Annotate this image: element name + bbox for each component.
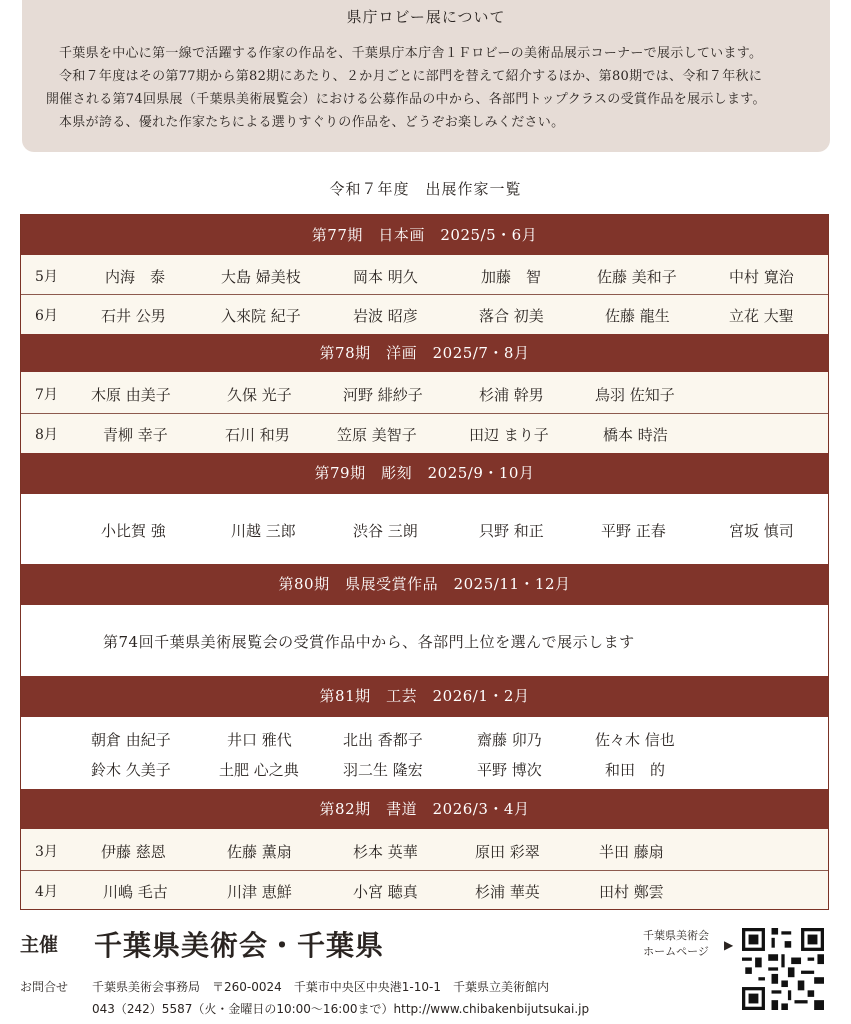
- period-note: 第74回千葉県美術展覧会の受賞作品中から、各部門上位を選んで展示します: [103, 633, 635, 651]
- host-label: 主催: [20, 934, 59, 956]
- artist-name: 伊藤 慈恩: [101, 843, 166, 861]
- intro-panel: [22, 0, 830, 152]
- period-header: 第77期 日本画 2025/5・6月: [21, 215, 828, 255]
- artist-list-title: 令和７年度 出展作家一覧: [329, 180, 522, 198]
- row-month: 5月: [35, 269, 58, 285]
- homepage-label: [626, 928, 726, 960]
- artist-name: 加藤 智: [481, 268, 542, 286]
- artist-name: 小宮 聴真: [353, 883, 418, 901]
- artist-name: 内海 泰: [105, 268, 166, 286]
- artist-name: 中村 寛治: [729, 268, 794, 286]
- artist-name: 川嶋 毛古: [103, 883, 168, 901]
- artist-name: 北出 香都子: [343, 731, 423, 749]
- period-header: 第82期 書道 2026/3・4月: [21, 789, 828, 829]
- artist-name: 佐藤 美和子: [597, 268, 677, 286]
- artist-name: 岩波 昭彦: [353, 307, 418, 325]
- artist-name: 立花 大聖: [729, 307, 794, 325]
- artist-name: 佐藤 龍生: [605, 307, 670, 325]
- artist-name: 笠原 美智子: [337, 426, 417, 444]
- artist-name: 田村 鄭雲: [599, 883, 664, 901]
- artist-name: 鈴木 久美子: [91, 761, 171, 779]
- intro-paragraph: 開催される第74回県展（千葉県美術展覧会）における公募作品の中から、各部門トップクラスの受賞作品を展示します。: [46, 92, 766, 107]
- artist-name: 石川 和男: [225, 426, 290, 444]
- homepage-label-line: 千葉県美術会: [643, 929, 709, 942]
- contact-office: 千葉県美術会事務局 〒260-0024 千葉市中央区中央港1-10-1 千葉県立美術館内: [92, 980, 549, 994]
- footer: [20, 920, 831, 1020]
- artist-name: 原田 彩翠: [475, 843, 540, 861]
- artist-name: 落合 初美: [479, 307, 544, 325]
- artist-name: 佐藤 薫扇: [227, 843, 292, 861]
- artist-name: 佐々木 信也: [595, 731, 675, 749]
- host-name: 千葉県美術会・千葉県: [94, 929, 385, 962]
- row-month: 8月: [35, 427, 58, 443]
- period-header: 第79期 彫刻 2025/9・10月: [21, 453, 828, 494]
- intro-body: [46, 42, 826, 134]
- artist-name: 橋本 時浩: [603, 426, 668, 444]
- intro-paragraph: 千葉県を中心に第一線で活躍する作家の作品を、千葉県庁本庁舎１Ｆロビーの美術品展示コーナーで展示しています。: [59, 46, 763, 61]
- artist-name: 只野 和正: [479, 522, 544, 540]
- artist-name: 羽二生 隆宏: [343, 761, 423, 779]
- artist-name: 平野 博次: [477, 761, 542, 779]
- period-header: 第80期 県展受賞作品 2025/11・12月: [21, 564, 828, 605]
- artist-name: 石井 公男: [101, 307, 166, 325]
- qr-code-icon[interactable]: [742, 928, 824, 1010]
- triangle-right-icon: ▶: [724, 938, 734, 952]
- artist-name: 渋谷 三朗: [353, 522, 418, 540]
- table-row: [21, 295, 828, 334]
- row-month: 3月: [35, 844, 58, 860]
- table-row: [21, 829, 828, 871]
- artist-name: 朝倉 由紀子: [91, 731, 171, 749]
- artist-name: 大島 婦美枝: [221, 268, 301, 286]
- artist-name: 杉浦 幹男: [479, 386, 544, 404]
- homepage-label-line: ホームページ: [643, 945, 709, 958]
- table-row: [21, 414, 828, 453]
- period-header: 第78期 洋画 2025/7・8月: [21, 334, 828, 372]
- table-row: [21, 871, 828, 909]
- artist-name: 鳥羽 佐知子: [595, 386, 675, 404]
- artist-name: 入來院 紀子: [221, 307, 301, 325]
- artist-name: 平野 正春: [601, 522, 666, 540]
- table-row: [21, 605, 828, 676]
- row-month: 6月: [35, 308, 58, 324]
- artist-table: [20, 214, 829, 910]
- artist-name: 杉本 英華: [353, 843, 418, 861]
- row-month: 7月: [35, 387, 58, 403]
- table-row: [21, 717, 828, 789]
- artist-name: 川越 三郎: [231, 522, 296, 540]
- table-row: [21, 372, 828, 414]
- table-row: [21, 255, 828, 295]
- artist-name: 河野 緋紗子: [343, 386, 423, 404]
- artist-name: 土肥 心之典: [219, 761, 299, 779]
- period-header: 第81期 工芸 2026/1・2月: [21, 676, 828, 717]
- artist-name: 井口 雅代: [227, 731, 292, 749]
- artist-name: 宮坂 慎司: [729, 522, 794, 540]
- artist-name: 青柳 幸子: [103, 426, 168, 444]
- intro-title: 県庁ロビー展について: [346, 8, 506, 26]
- artist-name: 田辺 まり子: [469, 426, 549, 444]
- artist-name: 半田 藤扇: [599, 843, 664, 861]
- artist-name: 川津 恵鮮: [227, 883, 292, 901]
- artist-name: 小比賀 強: [101, 522, 166, 540]
- artist-name: 岡本 明久: [353, 268, 418, 286]
- intro-paragraph: 令和７年度はその第77期から第82期にあたり、２か月ごとに部門を替えて紹介するほか、第80期では、令和７年秋に: [59, 69, 763, 84]
- row-month: 4月: [35, 884, 58, 900]
- artist-name: 和田 的: [605, 761, 666, 779]
- artist-name: 久保 光子: [227, 386, 292, 404]
- artist-name: 木原 由美子: [91, 386, 171, 404]
- artist-name: 杉浦 華英: [475, 883, 540, 901]
- table-row: [21, 494, 828, 564]
- contact-label: お問合せ: [20, 980, 69, 994]
- artist-name: 齋藤 卯乃: [477, 731, 542, 749]
- intro-paragraph: 本県が誇る、優れた作家たちによる選りすぐりの作品を、どうぞお楽しみください。: [59, 115, 565, 130]
- contact-phone-url[interactable]: 043（242）5587（火・金曜日の10:00～16:00まで）http://www.chibakenbijutsukai.jp: [92, 1002, 590, 1016]
